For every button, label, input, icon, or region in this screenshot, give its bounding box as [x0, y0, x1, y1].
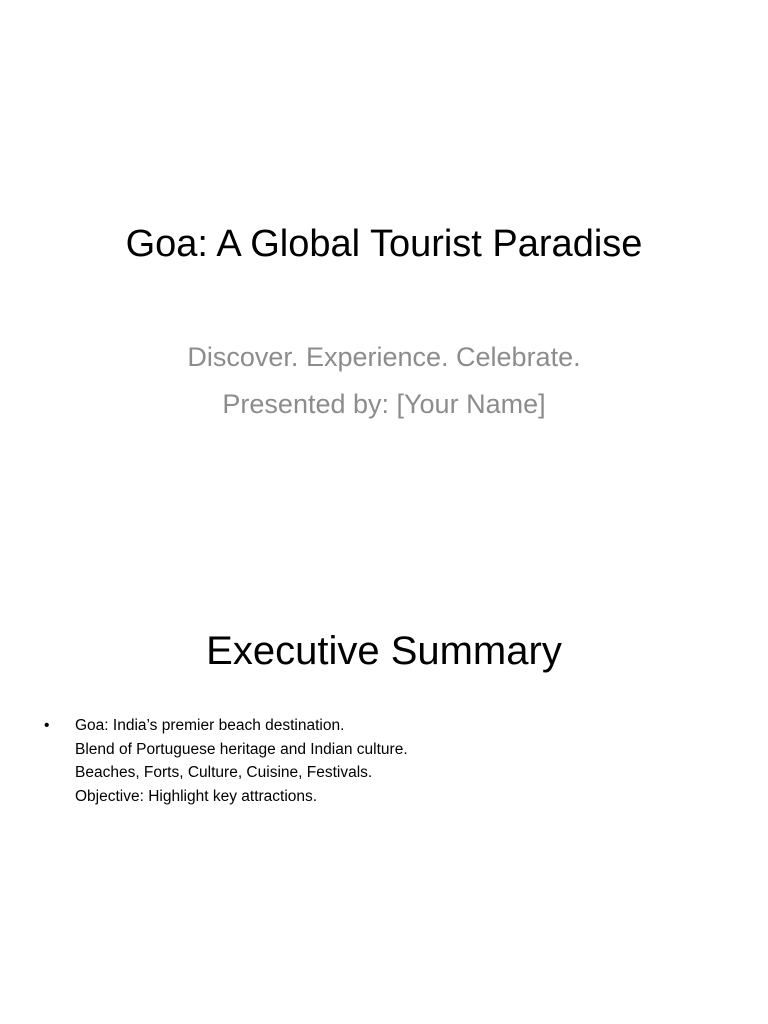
bullet-line: Objective: Highlight key attractions.	[75, 787, 318, 805]
bullet-line: Goa: India’s premier beach destination.	[75, 717, 345, 734]
bullet-icon: •	[44, 717, 50, 734]
executive-summary-slide	[0, 576, 768, 1024]
subtitle-line-presenter: Presented by: [Your Name]	[222, 389, 546, 419]
bullet-line: Blend of Portuguese heritage and Indian culture.	[75, 740, 408, 758]
slide-title: Executive Summary	[206, 629, 562, 673]
bullet-item	[75, 714, 408, 808]
slide-title: Goa: A Global Tourist Paradise	[125, 223, 643, 265]
bullet-line: Beaches, Forts, Culture, Cuisine, Festivals.	[75, 764, 373, 781]
slide-subtitle	[0, 334, 768, 428]
subtitle-line-tagline: Discover. Experience. Celebrate.	[187, 342, 581, 372]
